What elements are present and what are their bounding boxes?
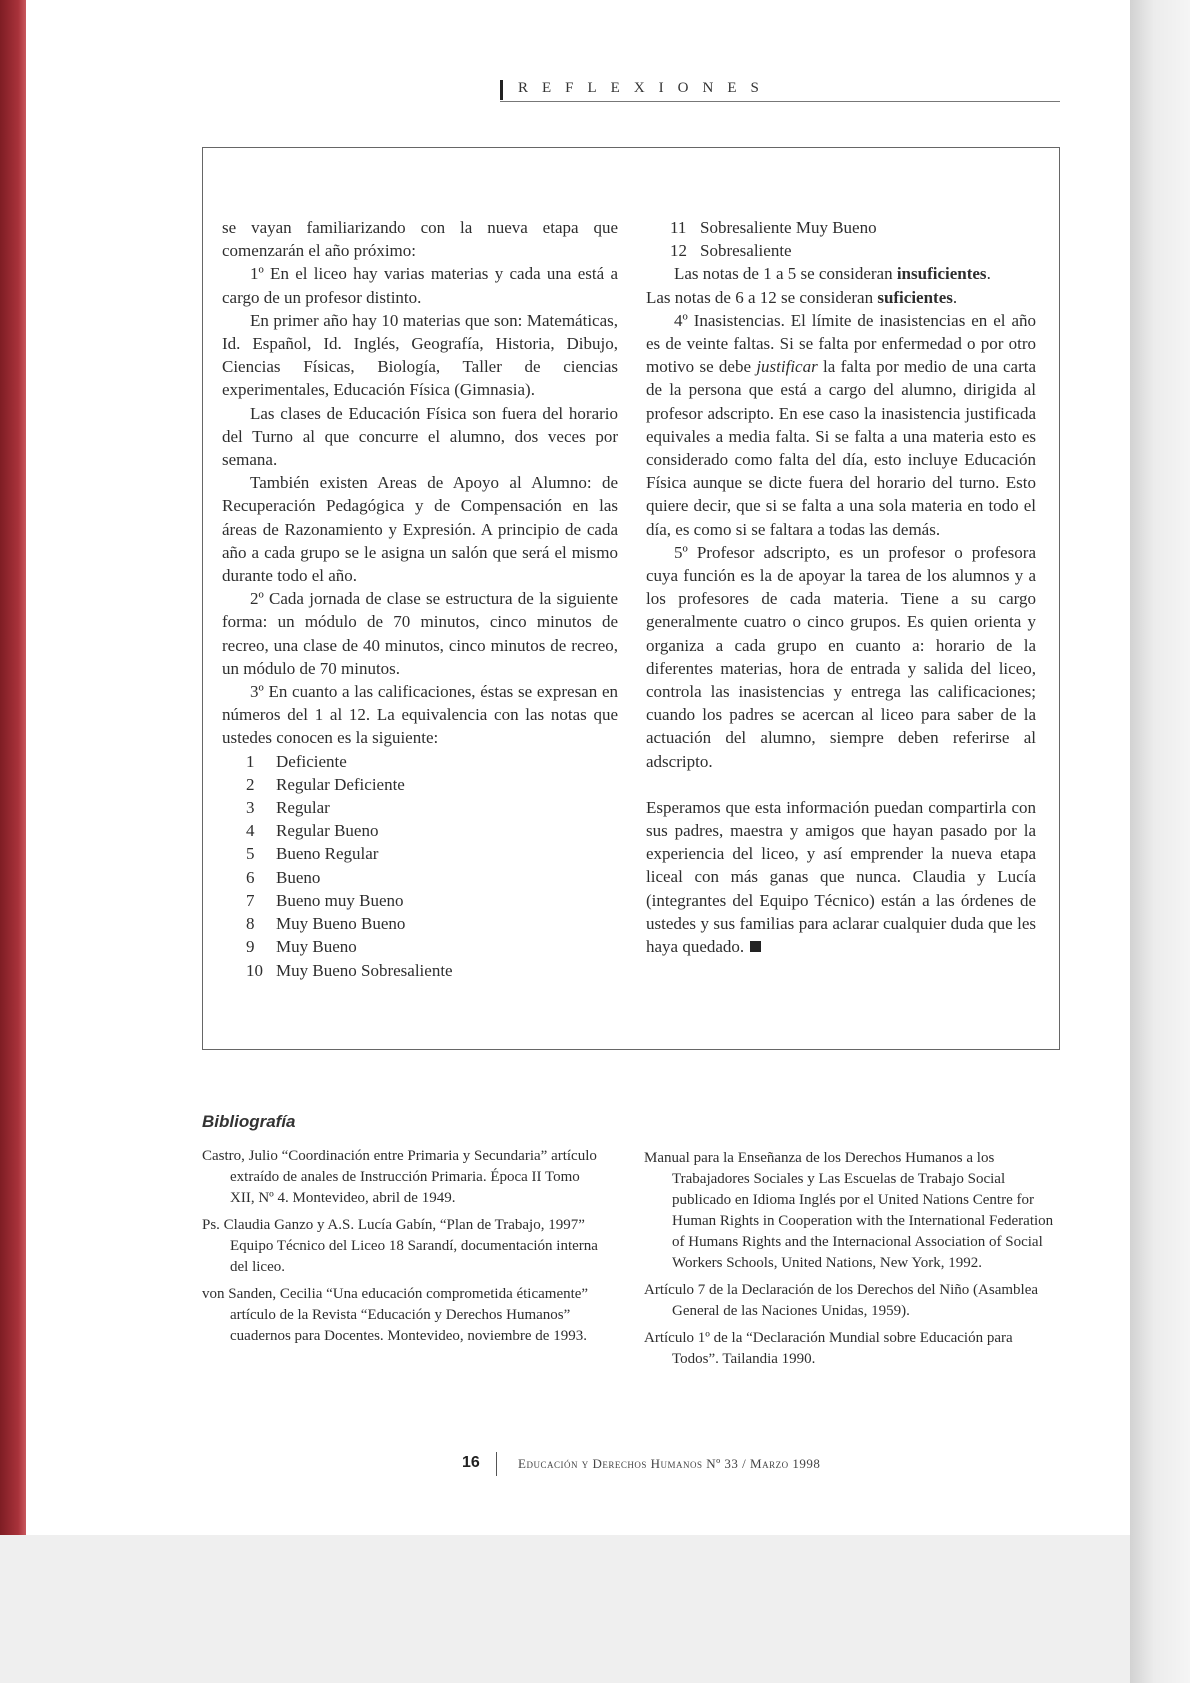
grade-label: Deficiente [276,751,347,771]
paragraph-closing [646,796,1036,958]
grade-number: 5 [246,844,255,864]
grade-number: 11 [670,218,687,237]
section-header [500,80,1060,102]
binding-edge [0,0,26,1535]
paragraph-jornada: 2º Cada jornada de clase se estructura de la siguiente forma: un módulo de 70 minutos, cinco minutos de recreo, una clase de 40 minutos, cinco minutos de recreo, un módulo de 70 minutos. [222,589,618,678]
suf-text: Las notas de 6 a 12 se consideran [646,287,878,307]
paragraph-areas-apoyo: También existen Areas de Apoyo al Alumno: de Recuperación Pedagógica y de Compensación en las áreas de Razonamiento y Expresión. A principio de cada año a cada grupo se le asigna un salón que será el mismo durante todo el año. [222,473,618,586]
grade-item [670,216,1036,239]
article-left-column [222,216,618,982]
paragraph-primer-ano: En primer año hay 10 materias que son: Matemáticas, Id. Español, Id. Inglés, Geografía, Historia, Dibujo, Ciencias Físicas, Biología, Taller de ciencias experimentales, Educación Física (Gimnasia). [222,310,618,400]
end-of-article-icon [750,941,761,952]
footer-divider [496,1452,497,1476]
grade-number: 9 [246,937,255,957]
article-right-column [646,216,1036,958]
grade-label: Regular [276,798,330,818]
insuf-period: . [986,264,991,284]
grade-number: 10 [246,960,263,980]
scan-shadow [1130,0,1190,1683]
section-bar [500,80,503,100]
grade-label: Bueno Regular [276,844,379,864]
suf-period: . [952,287,958,307]
paragraph-gap [646,773,1036,796]
grade-item [246,819,618,842]
grade-number: 3 [246,798,255,818]
grade-number: 4 [246,821,255,841]
grade-item [670,239,1036,262]
insuf-word: insuficientes [896,264,987,284]
grade-list [222,750,618,982]
paragraph-educacion-fisica: Las clases de Educación Física son fuera del horario del Turno al que concurre el alumno, dos veces por semana. [222,403,618,470]
inas-emphasis: justificar [756,357,818,377]
grade-number: 1 [246,751,255,771]
bibliography-entry: Artículo 7 de la Declaración de los Derechos del Niño (Asamblea General de las Naciones Unidas, 1959). [644,1282,1039,1319]
grade-item [246,959,618,982]
bibliography-heading: Bibliografía [202,1112,296,1131]
suf-word: suficientes [877,287,953,307]
bibliography-entry: Artículo 1º de la “Declaración Mundial sobre Educación para Todos”. Tailandia 1990. [644,1330,1013,1367]
grade-label: Regular Bueno [276,821,379,841]
section-title: REFLEXIONES [518,80,773,96]
paragraph-adscripto: 5º Profesor adscripto, es un profesor o profesora cuya función es la de apoyar la tarea de los alumnos y a los profesores de cada materia. Tiene a su cargo generalmente cuatro o cinco grupos. Es quien orienta y organiza a cada grupo en cuanto a: horario de la diferentes materias, hora de entrada y salida del liceo, controla las inasistencias y entrega las calificaciones; cuando los padres se acercan al liceo para saber de la actuación del alumno, siempre deben referirse al adscripto. [646,542,1036,771]
paragraph-suficientes [646,286,1036,309]
bibliography-entry: Castro, Julio “Coordinación entre Primaria y Secundaria” artículo extraído de anales de Instrucción Primaria. Época II Tomo XII, Nº 4. Montevideo, abril de 1949. [202,1148,597,1206]
grade-item [246,889,618,912]
grade-label: Sobresaliente Muy Bueno [700,218,877,237]
inas-text: 4º Inasistencias. El límite de inasistencias en el año es de veinte faltas. Si se falta por enfermedad o por otro motivo se debe [646,310,1036,377]
grade-item [246,773,618,796]
grade-label: Regular Deficiente [276,774,405,794]
page-number: 16 [462,1454,480,1471]
grade-number: 7 [246,890,255,910]
grade-item [246,842,618,865]
grade-item [246,750,618,773]
grade-label: Bueno muy Bueno [276,890,404,910]
grade-label: Muy Bueno Sobresaliente [276,960,453,980]
closing-text: Esperamos que esta información puedan compartirla con sus padres, maestra y amigos que hayan pasado por la experiencia del liceo, y así emprender la nueva etapa liceal con más ganas que nunca. Claudia y Lucía (integrantes del Equipo Técnico) están a las órdenes de ustedes y sus familias para aclarar cualquier duda que les haya quedado. [646,797,1036,957]
grade-item [246,912,618,935]
grade-item [246,935,618,958]
grade-number: 2 [246,774,255,794]
grade-label: Muy Bueno Bueno [276,914,406,934]
grade-number: 6 [246,867,255,887]
bibliography-right-column [644,1148,1060,1376]
scan-margin [0,1535,1130,1683]
paragraph-intro: se vayan familiarizando con la nueva etapa que comenzarán el año próximo: [222,218,618,261]
bibliography-entry: von Sanden, Cecilia “Una educación comprometida éticamente” artículo de la Revista “Educación y Derechos Humanos” cuadernos para Docentes. Montevideo, noviembre de 1993. [202,1286,589,1344]
grade-label: Bueno [276,867,321,887]
grade-item [246,866,618,889]
publication-info: Educación y Derechos Humanos Nº 33 / Marzo 1998 [518,1456,821,1471]
bibliography-entry: Ps. Claudia Ganzo y A.S. Lucía Gabín, “Plan de Trabajo, 1997” Equipo Técnico del Liceo 18 Sarandí, documentación interna del liceo. [202,1217,598,1275]
grade-list-continued [646,216,1036,262]
grade-label: Sobresaliente [700,241,792,261]
bibliography-entry: Manual para la Enseñanza de los Derechos Humanos a los Trabajadores Sociales y Las Escuelas de Trabajo Social publicado en Idioma Inglés por el United Nations Centre for Human Rights in Cooperation with the International Federation of Humans Rights and the Internacional Association of Social Workers Schools, United Nations, New York, 1992. [644,1150,1054,1271]
grade-number: 8 [246,914,255,934]
grade-number: 12 [670,241,687,261]
bibliography-left-column [202,1146,600,1353]
grade-item [246,796,618,819]
paragraph-calificaciones: 3º En cuanto a las calificaciones, éstas se expresan en números del 1 al 12. La equivalencia con las notas que ustedes conocen es la siguiente: [222,682,618,748]
paragraph-materias: 1º En el liceo hay varias materias y cada una está a cargo de un profesor distinto. [222,264,618,307]
section-rule [500,101,1060,102]
inas-text-continued: la falta por medio de una carta de la persona que está a cargo del alumno, dirigida al profesor adscripto. En ese caso la inasistencia justificada equivales a media falta. Si se falta a una materia esto es considerado como falta del día, esto incluye Educación Física aunque se dicte fuera del horario del turno. Esto quiere decir, que si se falta a una sola materia en todo el día, es como si se faltara a todas las demás. [646,357,1037,539]
grade-label: Muy Bueno [276,937,357,957]
insuf-text: Las notas de 1 a 5 se consideran [674,264,897,284]
paragraph-inasistencias [646,309,1036,541]
paragraph-insuficientes [646,262,1036,285]
